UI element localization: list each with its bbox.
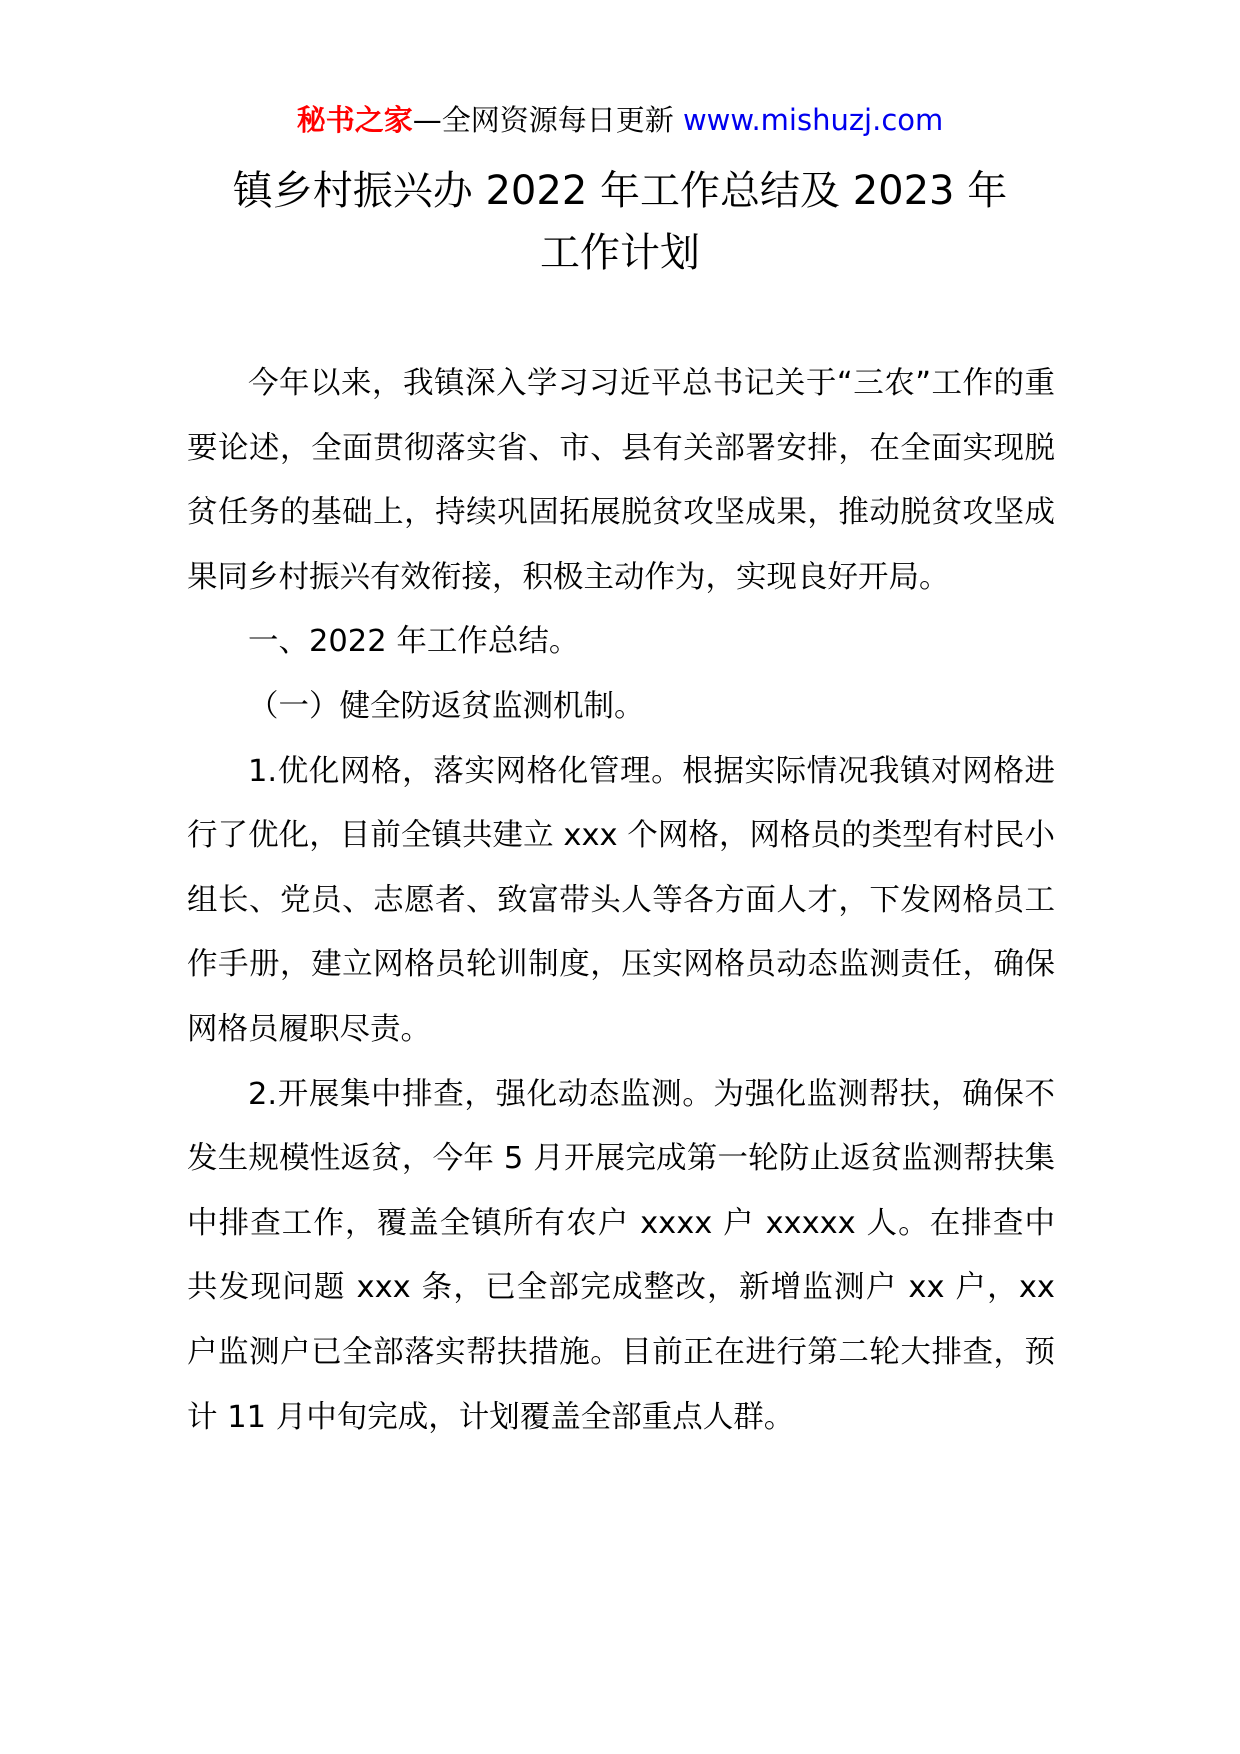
- intro-paragraph: 今年以来，我镇深入学习习近平总书记关于“三农”工作的重要论述，全面贯彻落实省、市、县有关部署安排，在全面实现脱贫任务的基础上，持续巩固拓展脱贫攻坚成果，推动脱贫攻坚成果同乡村振兴有效衔接，积极主动作为，实现良好开局。: [187, 366, 1055, 595]
- title-line-1: 镇乡村振兴办 2022 年工作总结及 2023 年: [232, 168, 1008, 214]
- document-body: [187, 352, 1055, 1450]
- site-banner: [0, 100, 1240, 140]
- section-heading: 一、2022 年工作总结。: [248, 624, 580, 660]
- body-paragraph: 1.优化网格，落实网格化管理。根据实际情况我镇对网格进行了优化，目前全镇共建立 xxx 个网格，网格员的类型有村民小组长、党员、志愿者、致富带头人等各方面人才，下发网格员工作手册，建立网格员轮训制度，压实网格员动态监测责任，确保网格员履职尽责。: [187, 753, 1055, 1047]
- document-title: [180, 160, 1060, 284]
- banner-tagline: —全网资源每日更新: [412, 103, 683, 137]
- brand-name: 秘书之家: [296, 103, 413, 137]
- body-paragraph: 2.开展集中排查，强化动态监测。为强化监测帮扶，确保不发生规模性返贫，今年 5 月开展完成第一轮防止返贫监测帮扶集中排查工作，覆盖全镇所有农户 xxxx 户 xxxxx 人。在排查中共发现问题 xxx 条，已全部完成整改，新增监测户 xx 户，xx 户监测户已全部落实帮扶措施。目前正在进行第二轮大排查，预计 11 月中旬完成，计划覆盖全部重点人群。: [187, 1076, 1055, 1435]
- title-line-2: 工作计划: [540, 230, 700, 276]
- site-url-link[interactable]: www.mishuzj.com: [682, 103, 944, 137]
- subsection-heading: （一）健全防返贫监测机制。: [248, 688, 645, 724]
